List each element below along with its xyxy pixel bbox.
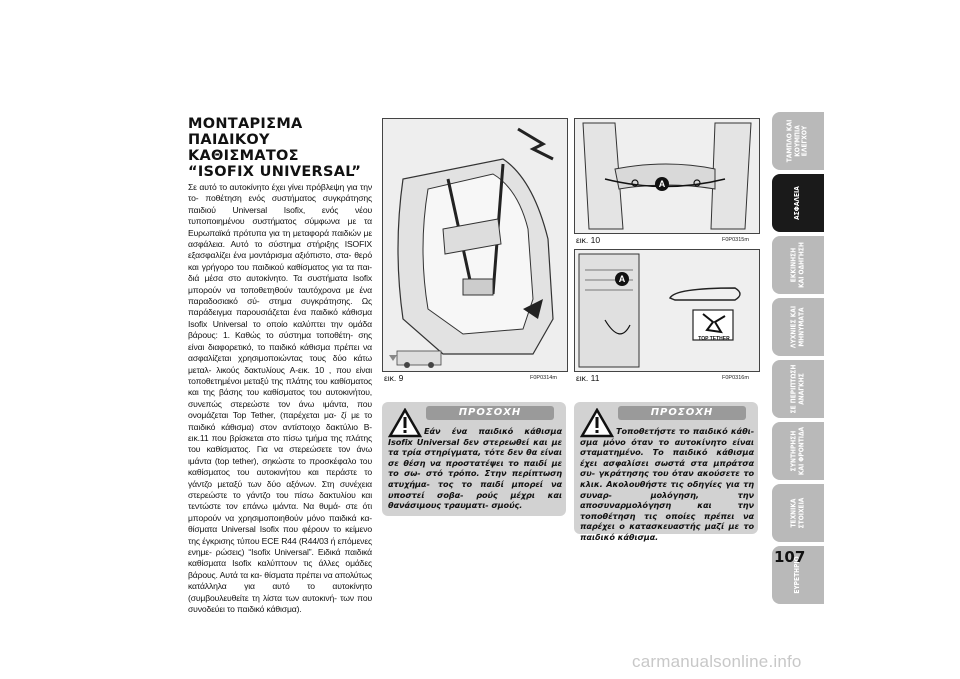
child-seat-illustration	[383, 119, 567, 371]
warning-title: ΠΡΟΣΟΧΗ	[458, 407, 522, 418]
tab-maintenance[interactable]	[772, 422, 824, 480]
figure-10	[574, 118, 760, 234]
footer-watermark: carmanualsonline.info	[632, 652, 802, 671]
isofix-rings-illustration	[575, 119, 759, 233]
figure-9	[382, 118, 568, 372]
marker-a: A	[615, 272, 629, 286]
warning-box	[382, 402, 566, 516]
tab-label: ΣΥΝΤΗΡΗΣΗ ΚΑΙ ΦΡΟΝΤΙΔΑ	[789, 426, 805, 476]
figure-9-code: F0P0314m	[530, 375, 557, 381]
section-title	[188, 116, 378, 180]
title-line: ΜΟΝΤΑΡΙΣΜΑ	[188, 116, 303, 132]
tab-label: ΕΥΡΕΤΗΡΙΟ	[793, 556, 802, 594]
tab-label: ΑΣΦΑΛΕΙΑ	[793, 186, 802, 220]
figure-9-caption: εικ. 9	[384, 373, 404, 383]
tab-label: ΣΕ ΠΕΡΙΠΤΩΣΗ ΑΝΑΓΚΗΣ	[789, 364, 805, 414]
figure-10-code: F0P0315m	[722, 237, 749, 243]
figure-11-code: F0P0316m	[722, 375, 749, 381]
top-tether-illustration	[575, 250, 759, 371]
figure-11-caption: εικ. 11	[576, 373, 600, 383]
title-line: “ISOFIX UNIVERSAL”	[188, 164, 362, 180]
tab-starting-driving[interactable]	[772, 236, 824, 294]
tab-label: ΕΚΚΙΝΗΣΗ ΚΑΙ ΟΔΗΓΗΣΗ	[789, 242, 805, 288]
tab-label: ΤΑΜΠΛΟ ΚΑΙ ΚΟΥΜΠΙΑ ΕΛΕΓΧΟΥ	[785, 119, 809, 163]
warning-box	[574, 402, 758, 542]
figure-10-caption: εικ. 10	[576, 235, 601, 245]
top-tether-label: TOP TETHER	[698, 336, 730, 342]
title-line: ΚΑΘΙΣΜΑΤΟΣ	[188, 148, 299, 164]
tab-emergency[interactable]	[772, 360, 824, 418]
tab-safety[interactable]	[772, 174, 824, 232]
warning-text: Εάν ένα παιδικό κάθισμα Isofix Universal δεν στερεωθεί και με τα τρία στηρίγματα, τότε δεν θα είναι σε θέση να προστατέψει το παιδί με το σω- στό τρόπο. Στην περίπτωση ατυχήμα- τος το παιδί μπορεί να υποστεί σοβα- ρούς μέχρι και θανάσιμους τραυματι- σμούς.	[388, 426, 562, 511]
tab-technical-data[interactable]	[772, 484, 824, 542]
figure-11	[574, 249, 760, 372]
page-number: 107	[774, 548, 806, 566]
warning-text: Τοποθετήστε το παιδικό κάθι- σμα μόνο όταν το αυτοκίνητο είναι σταματημένο. Το παιδικό κάθισμα έχει ασφαλίσει σωστά στα μπράτσα συ- γκράτησης του όταν ακούσετε το κλικ. Ακολουθήστε τις οδηγίες για τη συναρ- μολόγηση, την αποσυναρμολόγηση και την τοποθέτηση τις οποίες πρέπει να παρέχει ο κατασκευαστής μαζί με το παιδικό κάθισμα.	[580, 426, 754, 542]
warning-title: ΠΡΟΣΟΧΗ	[650, 407, 714, 418]
title-line: ΠΑΙΔΙΚΟΥ	[188, 132, 270, 148]
tab-lights-messages[interactable]	[772, 298, 824, 356]
tab-label: ΛΥΧΝΙΕΣ ΚΑΙ ΜΗΝΥΜΑΤΑ	[789, 305, 805, 349]
marker-a: A	[655, 177, 669, 191]
tab-label: ΤΕΧΝΙΚΑ ΣΤΟΙΧΕΙΑ	[789, 497, 805, 529]
tab-dashboard-controls[interactable]	[772, 112, 824, 170]
body-text: Σε αυτό το αυτοκίνητο έχει γίνει πρόβλεψη για την το- ποθέτηση ενός συστήματος συγκράτησης παιδιού Universal Isofix, ενός νέου τυποποιημένου συστήματος σύμφωνα με τα Ευρωπαϊκά πρότυπα για τη μεταφορά παιδιών με ασφάλεια. Αυτό το σύστημα στήριξης ISOFIX εξασφαλίζει ένα μοντάρισμα αξιόπιστο, στα- θερό και γρήγορο του παιδικού καθίσματος για τα παι- διά μέσα στο αυτοκίνητο. Τα συστήματα Isofix μπορούν να τοποθετηθούν ταυτόχρονα με ένα παραδοσιακό σύ- στημα συγκράτησης. Ως παράδειγμα παρουσιάζεται ένα παιδικό κάθισμα Isofix Universal το οποίο καλύπτει την ομάδα βάρους: 1. Καθώς το σύστημα τοποθέτη- σης είναι διαφορετικό, το παιδικό κάθισμα πρέπει να ασφαλίζεται χρησιμοποιώντας τους δύο κάτω μεταλ- λικούς δακτυλίους A-εικ. 10 , που είναι τοποθετημένοι μεταξύ της πλάτης του καθίσματος και της βάσης του καθίσματος του αυτοκινήτου, συνεπώς στερεώστε τον άνω ιμάντα, που ονομάζεται Top Tether, (παρέχεται μα- ζί με το παιδικό κάθισμα) στον αντίστοιχο δακτύλιο B- εικ.11 που βρίσκεται στο πίσω τμήμα της πλάτης του καθίσματος. Για να στερεώσετε τον άνω ιμάντα (top tether), σηκώστε το προσκέφαλο του καθίσματος του αυτοκινήτου και περάστε το γάντζο μεταξύ των δύο αξόνων. Στη συνέχεια στερεώστε το γάντζο του πίσω δακτυλίου και τεντώστε τον επάνω ιμάντα. Να θυμά- στε ότι μπορούν να χρησιμοποιηθούν μόνο παιδικά κα- θίσματα Universal Isofix που φέρουν το κείμενο της έγκρισης τύπου ECE R44 (R44/03 ή επόμενες ενημε- ρώσεις) “Isofix Universal”. Ειδικά παιδικά καθίσματα Isofix καλύπτουν τις άλλες ομάδες βάρους. Αυτά τα κα- θίσματα πρέπει να απολύτως κατάλληλα για αυτό το αυτοκίνητο (συμβουλευθείτε τη λίστα των αυτοκινή- των που συνοδεύει το παιδικό κάθισμα).	[188, 182, 372, 615]
